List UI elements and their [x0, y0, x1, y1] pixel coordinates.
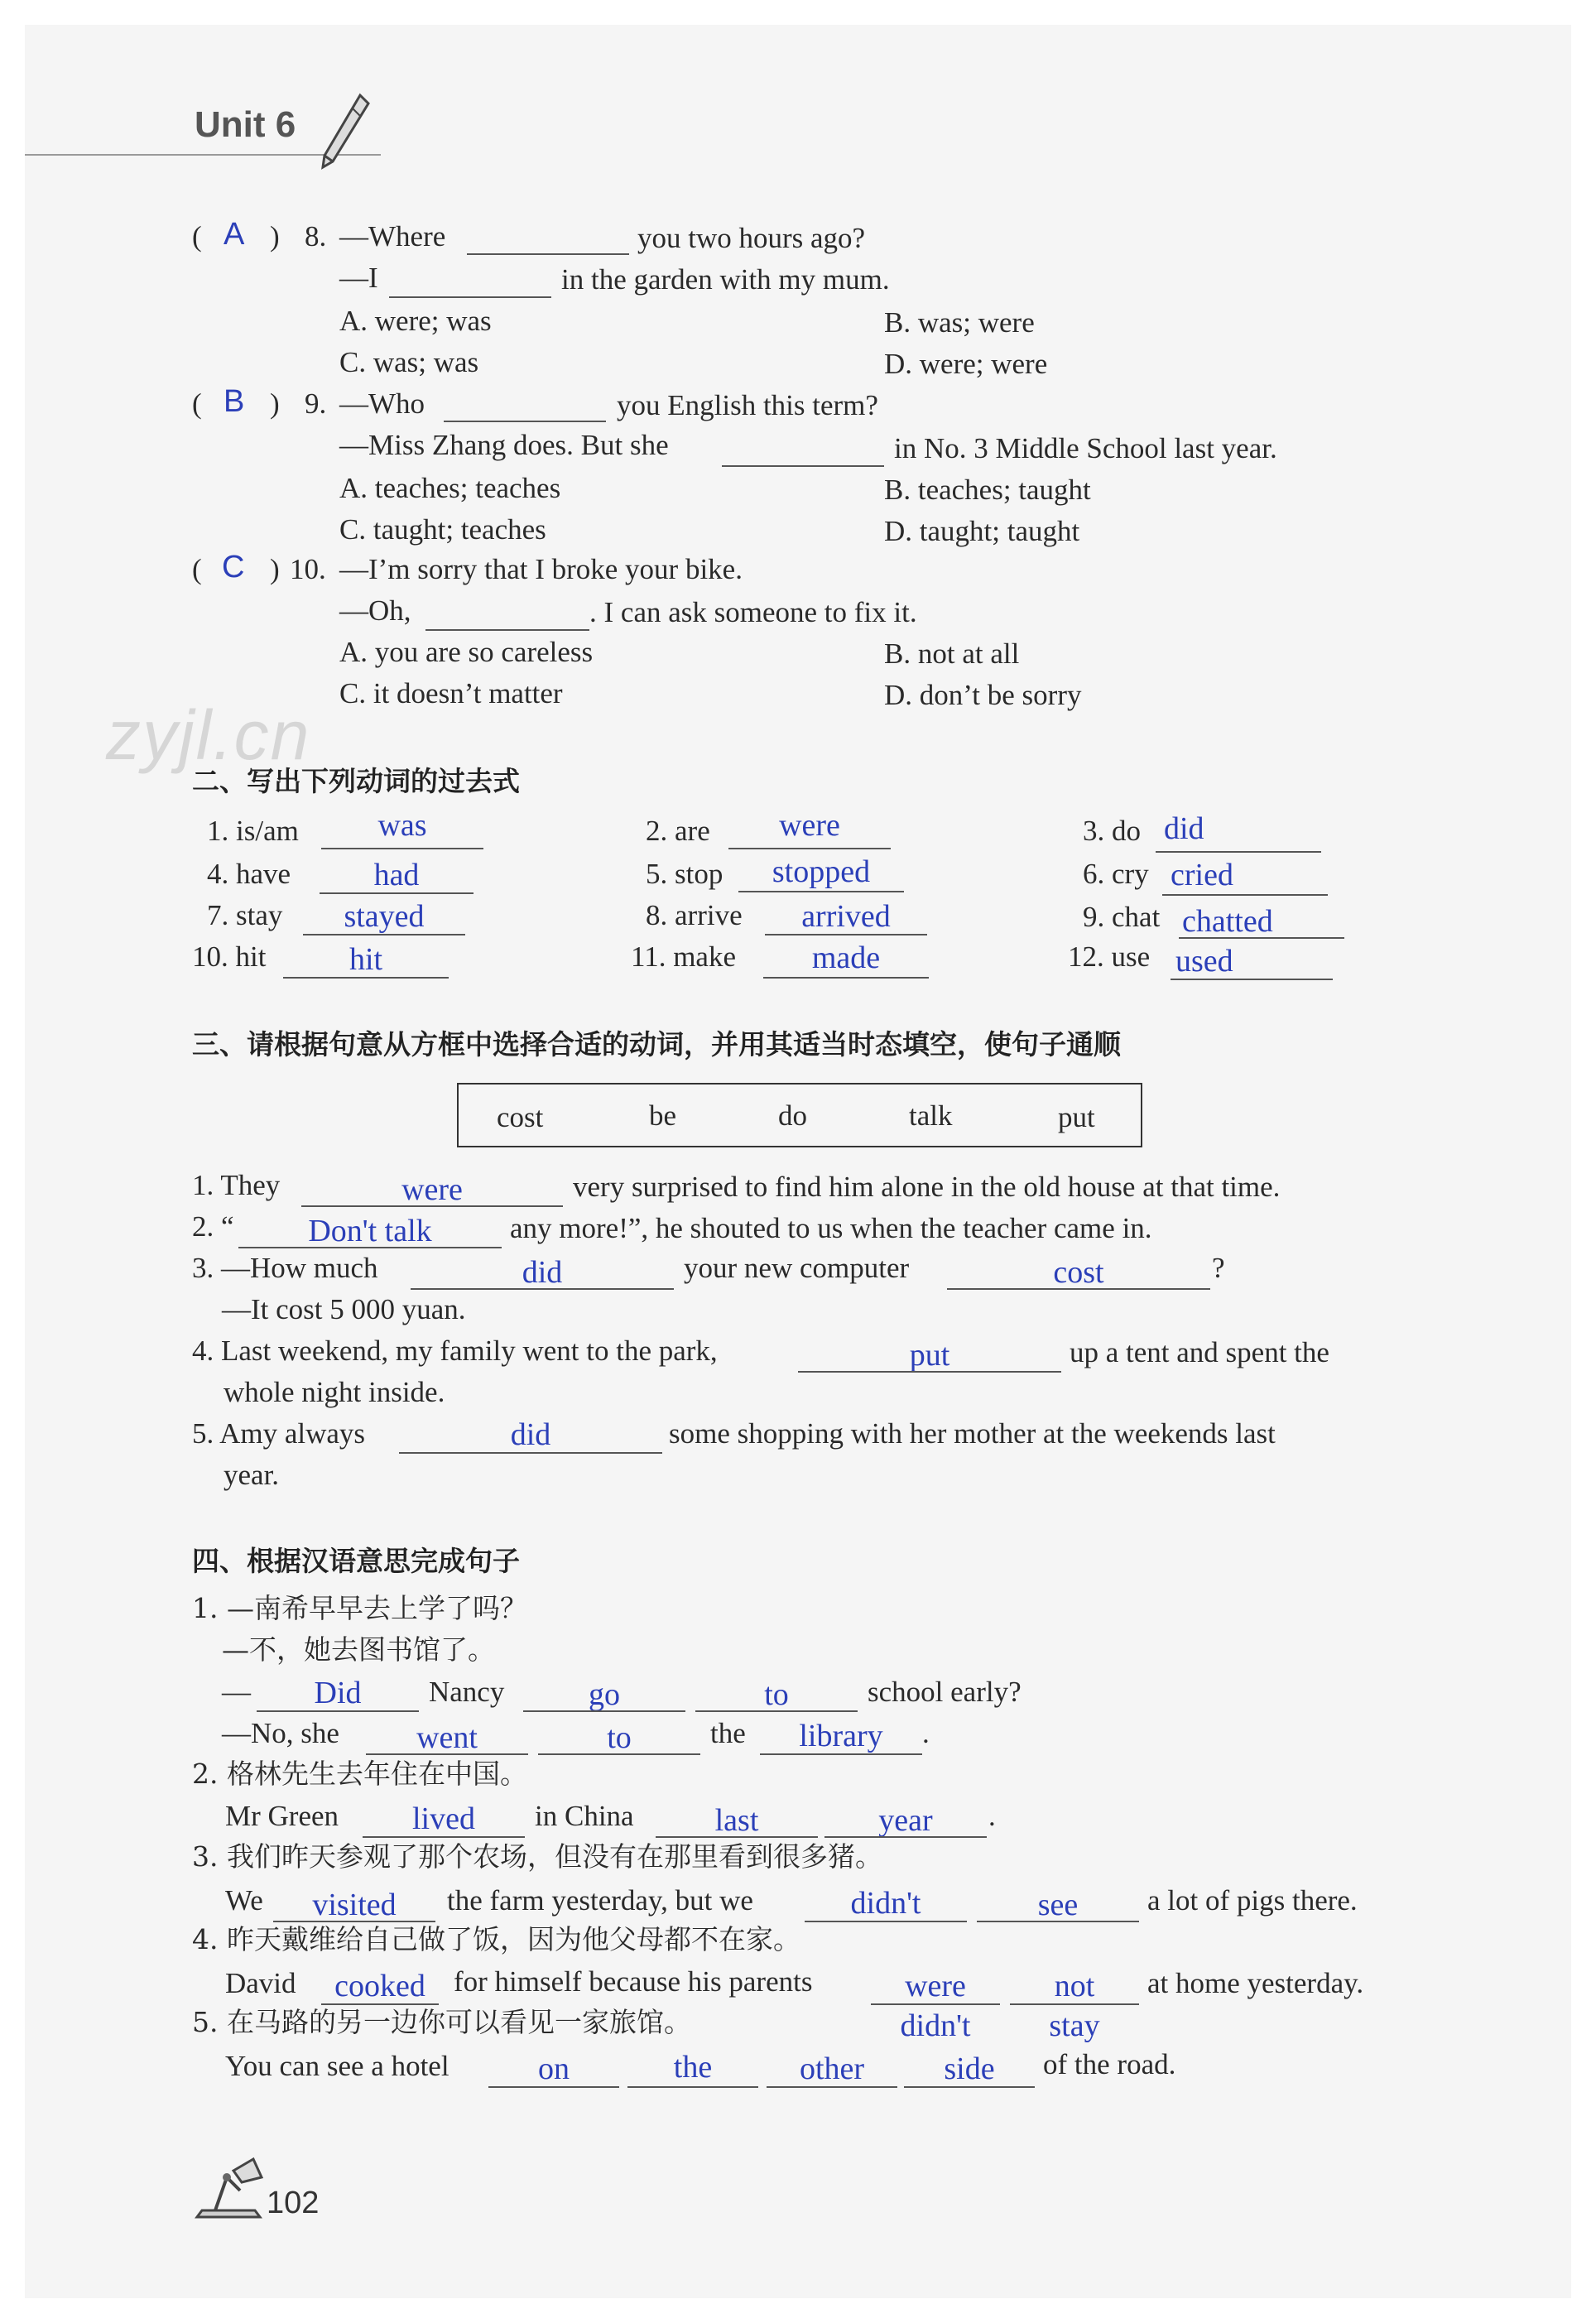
verb-label-12: 12. use — [1068, 940, 1151, 973]
q9-option-b: B. teaches; taught — [884, 474, 1091, 506]
q10-option-b: B. not at all — [884, 637, 1020, 670]
q9-blank1 — [444, 421, 606, 422]
q10-option-d: D. don’t be sorry — [884, 679, 1082, 711]
s4-i1-answer-2: go — [589, 1677, 620, 1712]
s3-q4-c: whole night inside. — [224, 1376, 445, 1408]
s4-i1-blank-3 — [695, 1710, 858, 1712]
q8-answer: A — [224, 217, 245, 252]
s3-q3-d: —It cost 5 000 yuan. — [222, 1293, 466, 1325]
verb-answer-9: chatted — [1182, 904, 1273, 939]
s3-q3-answer-1: did — [522, 1255, 563, 1290]
q10-option-a: A. you are so careless — [339, 636, 594, 668]
q8-line2-b: in the garden with my mum. — [561, 263, 890, 296]
verb-blank-3 — [1156, 851, 1321, 853]
verb-label-8: 8. arrive — [646, 899, 743, 931]
s4-i1-answer-6: library — [799, 1719, 883, 1753]
s4-i1-answer-5: to — [607, 1720, 632, 1755]
verb-answer-5: stopped — [772, 854, 871, 889]
s4-i3-c: a lot of pigs there. — [1147, 1884, 1358, 1917]
s3-q1-blank — [301, 1205, 563, 1207]
watermark: zyjl.cn — [106, 696, 311, 774]
verb-label-10: 10. hit — [192, 940, 267, 973]
s3-q3-b: your new computer — [684, 1252, 910, 1284]
s4-i3-a: We — [225, 1884, 263, 1917]
q9-paren-close: ) — [270, 387, 280, 420]
s4-i4-extra-answer-2: stay — [1049, 2008, 1100, 2043]
s4-i3-blank-3 — [977, 1921, 1139, 1922]
q10-blank — [425, 629, 589, 631]
verb-blank-4 — [320, 892, 474, 894]
verb-label-3: 3. do — [1083, 815, 1141, 847]
s4-i4-a: David — [225, 1967, 296, 1999]
s3-q3-answer-2: cost — [1053, 1255, 1104, 1290]
s4-i2-blank-2 — [656, 1836, 818, 1838]
verb-blank-12 — [1171, 979, 1333, 980]
s3-q5-a: 5. Amy always — [192, 1417, 366, 1450]
s4-i5-a: You can see a hotel — [225, 2050, 449, 2082]
q10-line1: —I’m sorry that I broke your bike. — [339, 553, 743, 585]
word-box-item-2: be — [649, 1099, 677, 1132]
s3-q5-answer: did — [510, 1417, 551, 1452]
s4-i3-answer-2: didn't — [850, 1886, 921, 1921]
s4-i1-blank-6 — [760, 1753, 922, 1755]
verb-label-2: 2. are — [646, 815, 710, 847]
s4-i4-blank-2 — [871, 2003, 1000, 2005]
s4-i4-answer-2: were — [905, 1969, 966, 2003]
desk-lamp-icon — [190, 2152, 267, 2222]
s3-q4-b: up a tent and spent the — [1070, 1336, 1329, 1368]
s3-q4-answer: put — [909, 1338, 950, 1373]
s4-i3-answer-1: visited — [312, 1888, 397, 1922]
s3-q1-a: 1. They — [192, 1169, 281, 1201]
q8-blank1 — [467, 253, 629, 255]
s4-i1-blank-1 — [257, 1710, 419, 1712]
q10-answer: C — [222, 550, 245, 584]
s4-i3-blank-1 — [273, 1921, 435, 1922]
verb-label-4: 4. have — [207, 858, 291, 890]
q8-paren-close: ) — [270, 220, 280, 252]
q9-line2-b: in No. 3 Middle School last year. — [894, 432, 1277, 464]
q9-line1-b: you English this term? — [617, 389, 878, 421]
section2-title: 二、写出下列动词的过去式 — [192, 765, 520, 797]
q8-number: 8. — [305, 220, 327, 252]
verb-answer-3: did — [1164, 811, 1204, 846]
unit-title: Unit 6 — [195, 104, 296, 145]
q8-line1-b: you two hours ago? — [637, 222, 866, 254]
pen-icon — [315, 91, 373, 174]
s4-i1-end: school early? — [868, 1676, 1022, 1708]
q9-option-d: D. taught; taught — [884, 515, 1080, 547]
s4-i5-answer-1: on — [538, 2051, 570, 2086]
q10-paren-close: ) — [270, 553, 280, 585]
verb-answer-2: were — [779, 808, 840, 843]
verb-label-5: 5. stop — [646, 858, 723, 890]
q10-paren-open: ( — [192, 553, 202, 585]
s4-i2-blank-3 — [824, 1836, 987, 1838]
s4-i1-cn2: —不，她去图书馆了。 — [222, 1633, 495, 1666]
s4-i4-blank-3 — [1010, 2003, 1139, 2005]
s3-q2-b: any more!”, he shouted to us when the teacher came in. — [510, 1212, 1152, 1244]
q8-paren-open: ( — [192, 220, 202, 252]
page-number: 102 — [267, 2186, 320, 2220]
verb-blank-5 — [738, 891, 904, 892]
s4-i5-answer-2: the — [673, 2050, 713, 2085]
s3-q2-answer: Don't talk — [308, 1214, 432, 1248]
s4-i1-answer-3: to — [764, 1677, 789, 1712]
s3-q4-a: 4. Last weekend, my family went to the park, — [192, 1335, 718, 1367]
q8-option-c: C. was; was — [339, 346, 479, 378]
s4-i1-blank-5 — [538, 1753, 700, 1755]
verb-label-7: 7. stay — [207, 899, 283, 931]
verb-blank-7 — [303, 934, 465, 935]
verb-answer-1: was — [377, 808, 427, 843]
s4-i2-answer-3: year — [878, 1803, 933, 1838]
s4-i2-a: Mr Green — [225, 1800, 339, 1832]
s4-i1-blank-2 — [523, 1710, 685, 1712]
s3-q3-blank-2 — [947, 1288, 1210, 1290]
q10-option-c: C. it doesn’t matter — [339, 677, 563, 709]
q10-line2-b: . I can ask someone to fix it. — [589, 596, 917, 628]
s4-i5-answer-4: side — [944, 2051, 995, 2086]
s4-i2-c: . — [988, 1800, 996, 1832]
verb-blank-6 — [1162, 894, 1328, 896]
verb-label-9: 9. chat — [1083, 901, 1161, 933]
q8-option-b: B. was; were — [884, 306, 1035, 339]
s4-i1-reply-mid: the — [710, 1717, 746, 1749]
q9-paren-open: ( — [192, 387, 202, 420]
s3-q2-blank — [238, 1247, 502, 1248]
s4-i5-blank-3 — [767, 2086, 897, 2088]
section4-title: 四、根据汉语意思完成句子 — [192, 1545, 520, 1577]
s4-i5-blank-2 — [627, 2086, 758, 2088]
q8-option-a: A. were; was — [339, 305, 492, 337]
word-box-item-4: talk — [909, 1099, 953, 1132]
word-box-item-5: put — [1058, 1101, 1095, 1133]
s4-i1-blank-4 — [366, 1753, 528, 1755]
verb-answer-11: made — [811, 940, 881, 975]
s3-q3-blank-1 — [411, 1288, 674, 1290]
verb-blank-2 — [728, 848, 891, 849]
q9-option-c: C. taught; teaches — [339, 513, 546, 546]
s4-i5-blank-4 — [904, 2086, 1035, 2088]
s4-i1-reply-end: . — [922, 1717, 930, 1749]
s3-q5-c: year. — [224, 1459, 280, 1491]
s4-i4-c: at home yesterday. — [1147, 1967, 1364, 1999]
q8-line1-a: —Where — [339, 220, 446, 252]
s3-q3-a: 3. —How much — [192, 1252, 378, 1284]
s3-q4-blank — [798, 1371, 1061, 1373]
q8-blank2 — [389, 296, 551, 298]
q10-number: 10. — [290, 553, 326, 585]
q9-option-a: A. teaches; teaches — [339, 472, 561, 504]
verb-label-6: 6. cry — [1083, 858, 1149, 890]
verb-answer-10: hit — [349, 942, 383, 977]
q8-line2-a: —I — [339, 262, 378, 294]
q9-line1-a: —Who — [339, 387, 425, 420]
verb-answer-7: stayed — [344, 899, 425, 934]
s4-i2-blank-1 — [363, 1836, 525, 1838]
s3-q5-blank — [399, 1452, 662, 1454]
q9-blank2 — [722, 465, 884, 467]
s4-i2-answer-2: last — [714, 1803, 759, 1838]
s4-i1-reply-start: —No, she — [222, 1717, 339, 1749]
s3-q3-c: ? — [1212, 1252, 1225, 1284]
verb-answer-4: had — [373, 858, 420, 892]
s4-i5-cn: 5. 在马路的另一边你可以看见一家旅馆。 — [192, 2006, 691, 2038]
page-background — [25, 25, 1571, 2298]
q10-line2-a: —Oh, — [339, 594, 411, 627]
verb-answer-8: arrived — [801, 899, 891, 934]
s4-i1-mid: Nancy — [429, 1676, 505, 1708]
s4-i2-b: in China — [535, 1800, 634, 1832]
s4-i1-dash: — — [222, 1676, 251, 1708]
s4-i2-answer-1: lived — [412, 1801, 475, 1836]
verb-blank-11 — [763, 977, 929, 979]
verb-label-1: 1. is/am — [207, 815, 299, 847]
verb-blank-9 — [1179, 937, 1344, 939]
s4-i5-answer-3: other — [799, 2051, 865, 2086]
s4-i3-answer-3: see — [1037, 1888, 1079, 1922]
s4-i4-answer-3: not — [1054, 1969, 1095, 2003]
s4-i4-extra-answer-1: didn't — [900, 2008, 971, 2043]
s3-q1-answer: were — [401, 1172, 463, 1207]
verb-label-11: 11. make — [631, 940, 736, 973]
s4-i1-answer-1: Did — [314, 1676, 362, 1710]
s4-i3-b: the farm yesterday, but we — [447, 1884, 753, 1917]
s3-q5-b: some shopping with her mother at the weekends last — [669, 1417, 1276, 1450]
s4-i5-blank-1 — [488, 2086, 619, 2088]
s3-q1-b: very surprised to find him alone in the old house at that time. — [573, 1171, 1281, 1203]
verb-answer-12: used — [1175, 944, 1233, 979]
q8-option-d: D. were; were — [884, 348, 1048, 380]
verb-blank-8 — [765, 934, 927, 935]
q9-number: 9. — [305, 387, 327, 420]
verb-blank-10 — [283, 977, 449, 979]
verb-answer-6: cried — [1171, 858, 1233, 892]
word-box-item-1: cost — [497, 1101, 544, 1133]
s4-i4-cn: 4. 昨天戴维给自己做了饭，因为他父母都不在家。 — [192, 1923, 800, 1955]
s4-i5-b: of the road. — [1043, 2048, 1176, 2080]
q9-line2-a: —Miss Zhang does. But she — [339, 429, 669, 461]
s4-i3-cn: 3. 我们昨天参观了那个农场，但没有在那里看到很多猪。 — [192, 1840, 882, 1873]
q9-answer: B — [224, 384, 245, 419]
s4-i4-b: for himself because his parents — [454, 1965, 813, 1998]
section3-title: 三、请根据句意从方框中选择合适的动词，并用其适当时态填空，使句子通顺 — [192, 1028, 1121, 1060]
s4-i4-blank-1 — [321, 2003, 439, 2005]
s4-i1-cn1: 1. —南希早早去上学了吗？ — [192, 1592, 527, 1624]
s4-i2-cn: 2. 格林先生去年住在中国。 — [192, 1758, 527, 1790]
verb-blank-1 — [321, 848, 483, 849]
s4-i4-answer-1: cooked — [334, 1969, 425, 2003]
s4-i1-answer-4: went — [416, 1720, 478, 1755]
s4-i3-blank-2 — [805, 1921, 967, 1922]
s3-q2-a: 2. “ — [192, 1210, 234, 1243]
word-box-item-3: do — [778, 1099, 807, 1132]
